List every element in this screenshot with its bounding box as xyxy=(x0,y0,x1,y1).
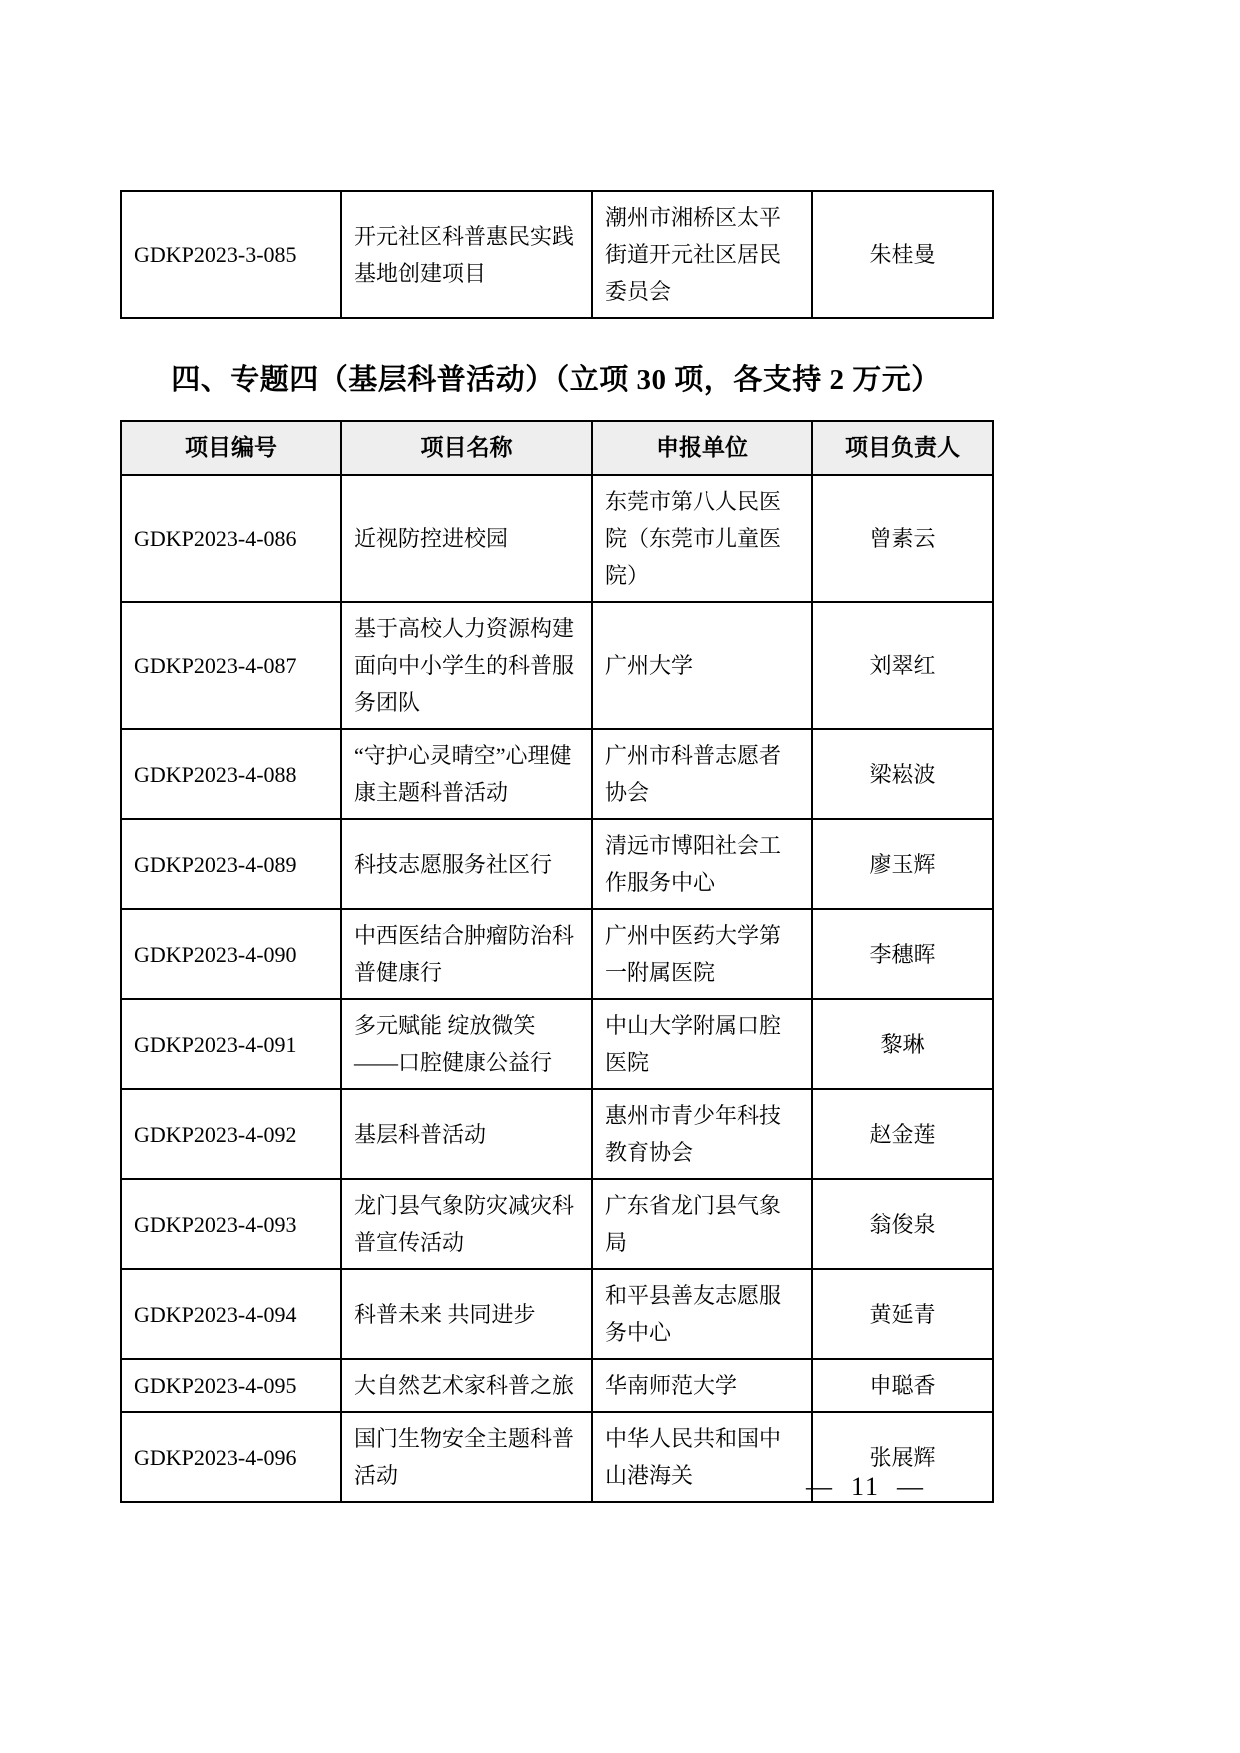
project-name: 开元社区科普惠民实践基地创建项目 xyxy=(341,191,592,318)
table-row xyxy=(121,1179,993,1269)
project-code: GDKP2023-4-095 xyxy=(121,1359,341,1412)
project-org: 清远市博阳社会工作服务中心 xyxy=(592,819,812,909)
section-title: 四、专题四（基层科普活动）（立项 30 项，各支持 2 万元） xyxy=(171,364,941,396)
project-code: GDKP2023-4-087 xyxy=(121,602,341,729)
project-code: GDKP2023-4-094 xyxy=(121,1269,341,1359)
table-row xyxy=(121,475,993,602)
project-code: GDKP2023-4-086 xyxy=(121,475,341,602)
project-leader: 赵金莲 xyxy=(812,1089,993,1179)
table-row xyxy=(121,1359,993,1412)
table-row xyxy=(121,819,993,909)
project-name: 近视防控进校园 xyxy=(341,475,592,602)
project-name: 中西医结合肿瘤防治科普健康行 xyxy=(341,909,592,999)
project-leader: 朱桂曼 xyxy=(812,191,993,318)
project-org: 广东省龙门县气象局 xyxy=(592,1179,812,1269)
header-project-code: 项目编号 xyxy=(121,421,341,475)
project-org: 惠州市青少年科技教育协会 xyxy=(592,1089,812,1179)
page-number: — 11 — xyxy=(806,1472,926,1501)
table-row xyxy=(121,909,993,999)
table-row xyxy=(121,191,993,318)
project-org: 和平县善友志愿服务中心 xyxy=(592,1269,812,1359)
project-org: 广州市科普志愿者协会 xyxy=(592,729,812,819)
project-leader: 廖玉辉 xyxy=(812,819,993,909)
project-code: GDKP2023-4-090 xyxy=(121,909,341,999)
project-org: 中山大学附属口腔医院 xyxy=(592,999,812,1089)
project-name: 基于高校人力资源构建面向中小学生的科普服务团队 xyxy=(341,602,592,729)
project-name: 多元赋能 绽放微笑——口腔健康公益行 xyxy=(341,999,592,1089)
project-org: 广州大学 xyxy=(592,602,812,729)
header-project-leader: 项目负责人 xyxy=(812,421,993,475)
project-org: 广州中医药大学第一附属医院 xyxy=(592,909,812,999)
project-leader: 李穗晖 xyxy=(812,909,993,999)
project-code: GDKP2023-4-091 xyxy=(121,999,341,1089)
project-code: GDKP2023-4-093 xyxy=(121,1179,341,1269)
project-org: 潮州市湘桥区太平街道开元社区居民委员会 xyxy=(592,191,812,318)
table-row xyxy=(121,999,993,1089)
project-name: 龙门县气象防灾减灾科普宣传活动 xyxy=(341,1179,592,1269)
header-project-org: 申报单位 xyxy=(592,421,812,475)
project-code: GDKP2023-4-096 xyxy=(121,1412,341,1502)
project-name: 基层科普活动 xyxy=(341,1089,592,1179)
document-content xyxy=(120,190,992,1503)
project-code: GDKP2023-4-088 xyxy=(121,729,341,819)
project-name: 国门生物安全主题科普活动 xyxy=(341,1412,592,1502)
table-row xyxy=(121,729,993,819)
project-leader: 梁崧波 xyxy=(812,729,993,819)
project-leader: 刘翠红 xyxy=(812,602,993,729)
project-leader: 翁俊泉 xyxy=(812,1179,993,1269)
project-name: 大自然艺术家科普之旅 xyxy=(341,1359,592,1412)
table-row xyxy=(121,1269,993,1359)
projects-table xyxy=(120,420,994,1503)
project-name: 科普未来 共同进步 xyxy=(341,1269,592,1359)
project-org: 东莞市第八人民医院（东莞市儿童医院） xyxy=(592,475,812,602)
project-code: GDKP2023-3-085 xyxy=(121,191,341,318)
table-row xyxy=(121,1089,993,1179)
project-name: 科技志愿服务社区行 xyxy=(341,819,592,909)
table-row xyxy=(121,602,993,729)
project-leader: 曾素云 xyxy=(812,475,993,602)
project-code: GDKP2023-4-092 xyxy=(121,1089,341,1179)
table-header-row xyxy=(121,421,993,475)
project-leader: 黄延青 xyxy=(812,1269,993,1359)
header-project-name: 项目名称 xyxy=(341,421,592,475)
project-name: “守护心灵晴空”心理健康主题科普活动 xyxy=(341,729,592,819)
project-org: 中华人民共和国中山港海关 xyxy=(592,1412,812,1502)
project-leader: 黎琳 xyxy=(812,999,993,1089)
project-leader: 申聪香 xyxy=(812,1359,993,1412)
project-leader: 张展辉 xyxy=(812,1412,993,1502)
project-code: GDKP2023-4-089 xyxy=(121,819,341,909)
project-org: 华南师范大学 xyxy=(592,1359,812,1412)
previous-section-table xyxy=(120,190,994,319)
